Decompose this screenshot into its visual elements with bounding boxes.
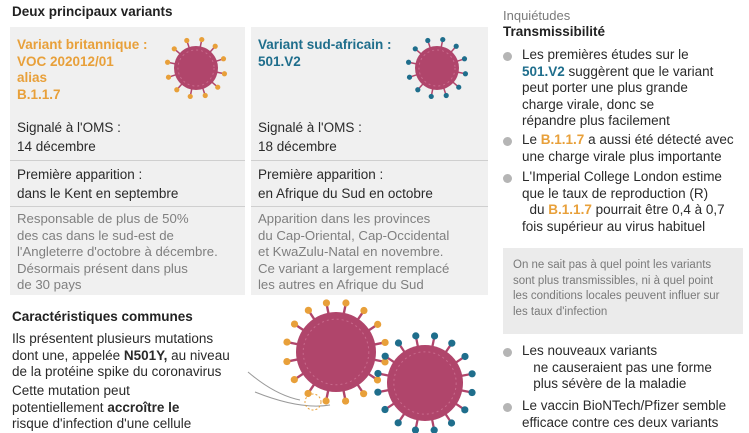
british-variant-title: Variant britannique : VOC 202012/01 alias B.1.1.7	[17, 37, 148, 102]
british-description: Responsable de plus de 50% des cas dans le sud-est de l'Angleterre d'octobre à décembre. Désormais présent dans plus de 30 pays	[17, 211, 218, 293]
sa-first-value: en Afrique du Sud en octobre	[258, 186, 433, 201]
section-title: Deux principaux variants	[12, 4, 173, 19]
british-first-label: Première apparition :	[17, 167, 143, 182]
sa-first-label: Première apparition :	[258, 167, 384, 182]
uncertainty-note: On ne sait pas à quel point les variants sont plus transmissibles, ni à quel point les conditions locales peuvent influer sur les taux d'infection	[503, 248, 743, 334]
common-paragraph-mutations: Ils présentent plusieurs mutations dont une, appelée N501Y, au niveau de la protéine spike du coronavirus	[12, 331, 230, 379]
transmissibility-heading: Transmissibilité	[503, 24, 606, 39]
bullet-icon	[503, 174, 512, 183]
south-african-variant-title: Variant sud-africain : 501.V2	[258, 37, 392, 69]
common-title: Caractéristiques communes	[12, 309, 193, 324]
british-reported-value: 14 décembre	[17, 139, 96, 154]
common-paragraph-infection: Cette mutation peut potentiellement accroître le risque d'infection d'une cellule	[12, 383, 192, 431]
sa-reported-label: Signalé à l'OMS :	[258, 120, 362, 135]
concerns-heading: Inquiétudes	[503, 8, 571, 23]
bullet-icon	[503, 137, 512, 146]
bullet-icon	[503, 52, 512, 61]
sa-reported-value: 18 décembre	[258, 139, 337, 154]
british-first-value: dans le Kent en septembre	[17, 186, 179, 201]
british-reported-label: Signalé à l'OMS :	[17, 120, 121, 135]
sa-description: Apparition dans les provinces du Cap-Oriental, Cap-Occidental et KwaZulu-Natal en novembre. Ce variant a largement remplacé les autres en Afrique du Sud	[258, 211, 450, 293]
bullet-icon	[503, 348, 512, 357]
bullet-icon	[503, 403, 512, 412]
